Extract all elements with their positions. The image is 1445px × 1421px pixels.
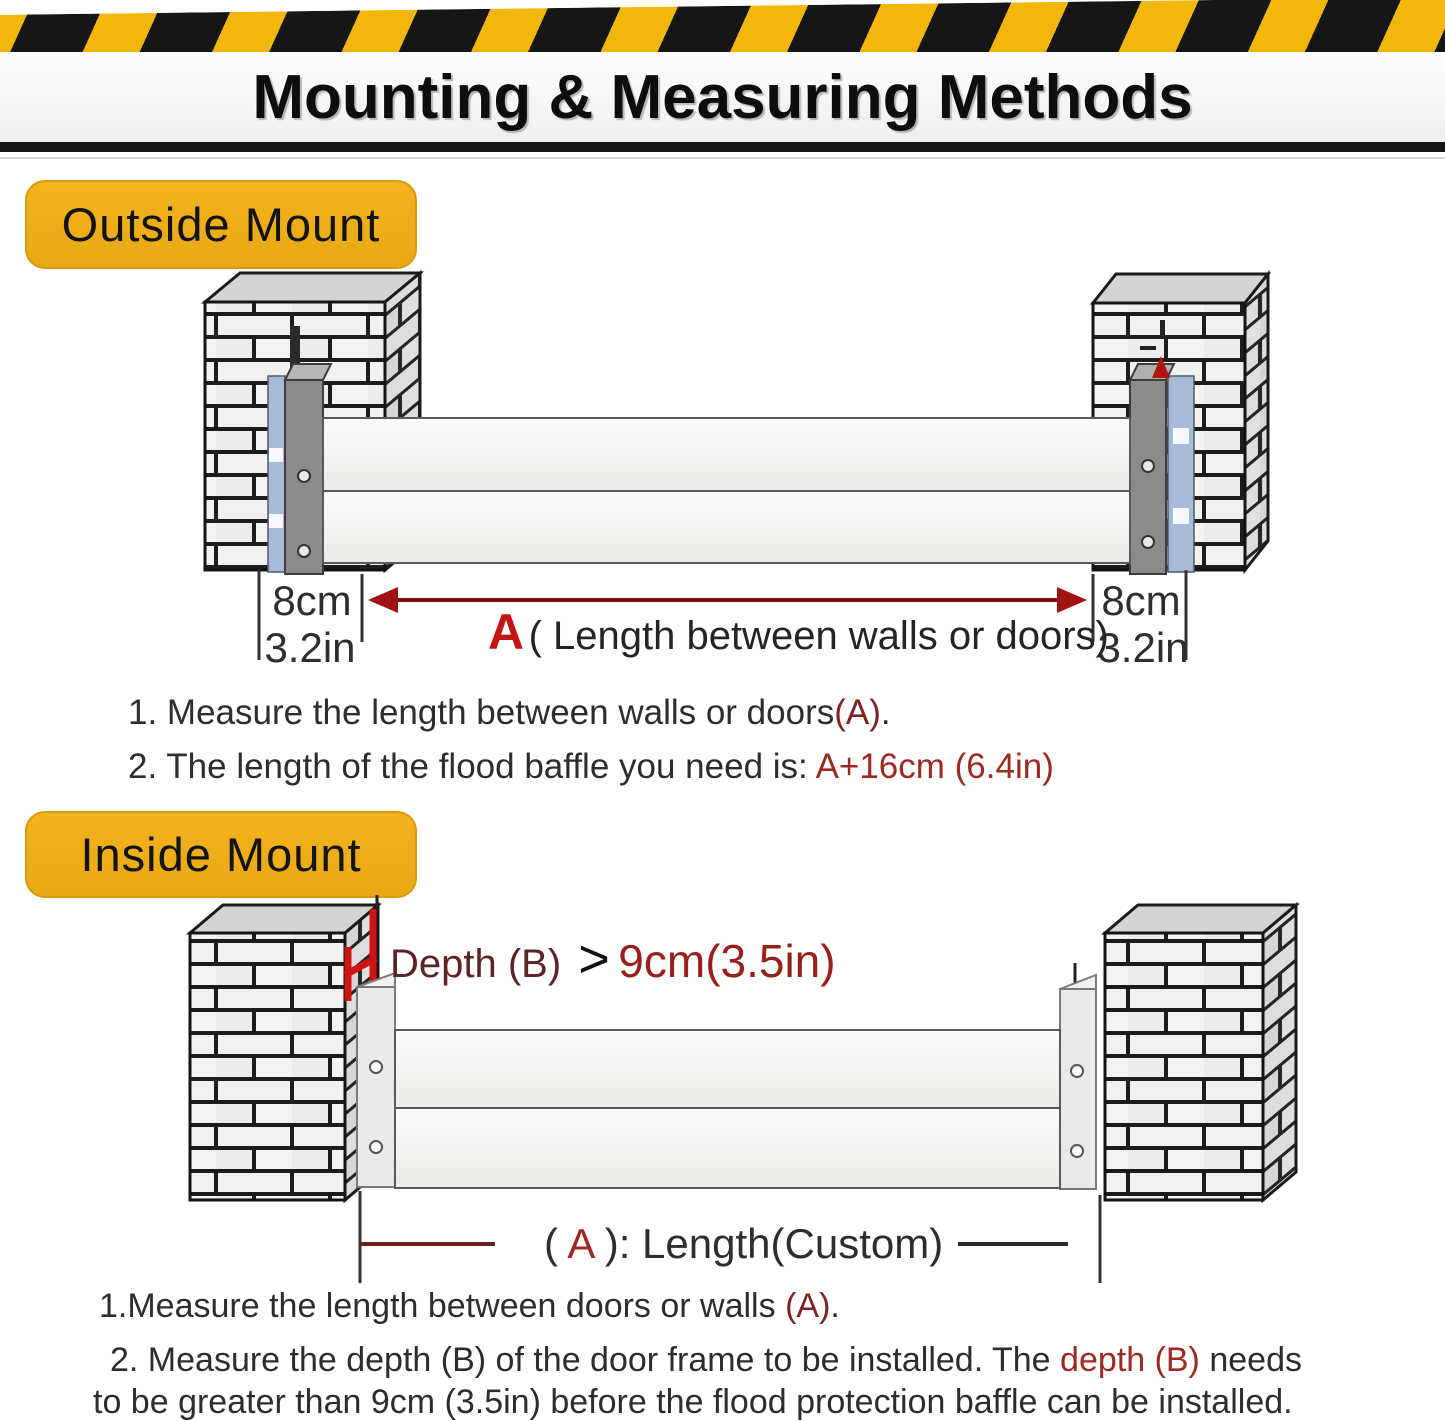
outside-step-2: 2. The length of the flood baffle you need is: A+16cm (6.4in): [128, 747, 1054, 786]
screw-hole: [1071, 1065, 1083, 1077]
outside-measurement: [259, 570, 1189, 671]
screw-hole: [298, 470, 310, 482]
highlight-depth-b: depth (B): [1060, 1341, 1200, 1379]
inside-step-2-line-2: to be greater than 9cm (3.5in) before the flood protection baffle can be installed.: [93, 1383, 1293, 1421]
flood-barrier: [395, 1030, 1060, 1188]
right-mount-channel: [1060, 963, 1096, 1189]
flood-barrier: [323, 418, 1130, 563]
right-offset-in: 3.2in: [1097, 624, 1189, 671]
highlight-A: (A): [785, 1287, 831, 1325]
left-mount-channel: [357, 973, 395, 1187]
length-measurement: [360, 1191, 1100, 1283]
screw-hole: [298, 545, 310, 557]
mount-slot: [290, 326, 300, 368]
screw-hole: [1071, 1145, 1083, 1157]
title-banner: [0, 52, 1445, 142]
inside-mount-badge-label: Inside Mount: [80, 828, 362, 881]
highlight-formula: A+16cm (6.4in): [815, 747, 1054, 786]
screw-hole: [370, 1061, 382, 1073]
span-length-label: A ( Length between walls or doors): [488, 604, 1109, 660]
left-offset-cm: 8cm: [272, 577, 352, 624]
screw-hole: [370, 1141, 382, 1153]
outside-step-1: 1. Measure the length between walls or doors(A).: [128, 693, 891, 732]
left-offset-in: 3.2in: [264, 624, 356, 671]
title-underline-bar: [0, 142, 1445, 152]
outside-mount-diagram: [140, 268, 1300, 680]
left-mount-channel: [268, 364, 331, 574]
frame-mark: [1140, 346, 1156, 350]
page-title: Mounting & Measuring Methods: [252, 62, 1193, 132]
highlight-A: (A): [834, 693, 881, 732]
inside-mount-diagram: [140, 895, 1300, 1295]
inside-mount-badge: [25, 811, 417, 898]
screw-hole: [1142, 460, 1154, 472]
length-label: ( A ): Length(Custom): [544, 1220, 944, 1267]
right-mount-channel: [1130, 356, 1194, 574]
title-underline-thin: [0, 157, 1445, 159]
depth-label: Depth (B) > 9cm(3.5in): [390, 929, 836, 989]
outside-mount-badge: [25, 180, 417, 269]
outside-mount-badge-label: Outside Mount: [61, 198, 381, 251]
inside-step-2-line-1: 2. Measure the depth (B) of the door frame to be installed. The depth (B) needs: [110, 1341, 1302, 1379]
inside-step-1: 1.Measure the length between doors or walls (A).: [99, 1287, 840, 1325]
right-offset-cm: 8cm: [1101, 577, 1181, 624]
right-brick-pillar: [1105, 905, 1296, 1200]
screw-hole: [1142, 536, 1154, 548]
frame-mark: [1160, 320, 1165, 338]
